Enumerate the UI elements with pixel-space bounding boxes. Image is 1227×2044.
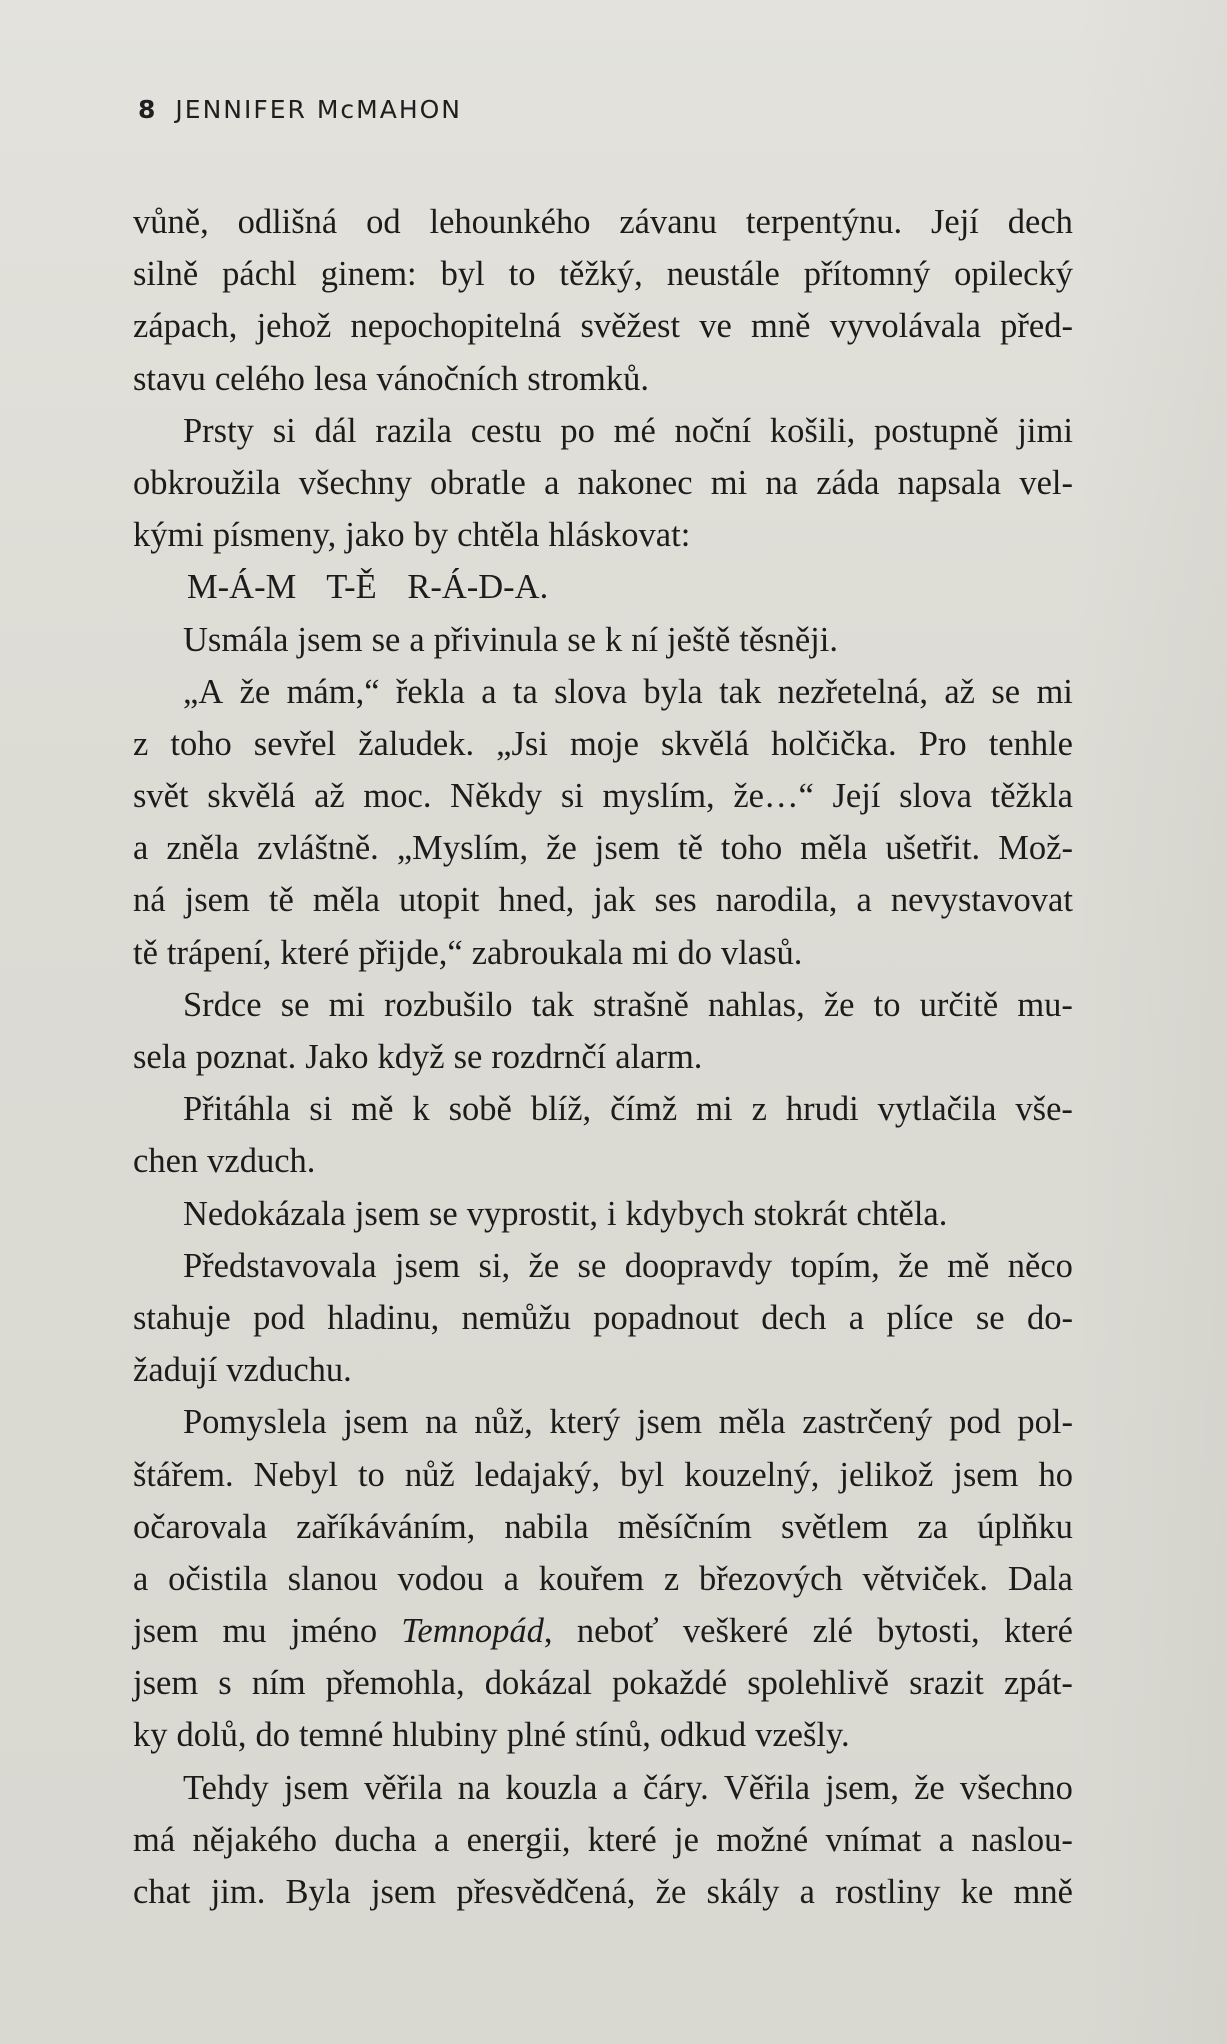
text-line: „A že mám,“ řekla a ta slova byla tak nezřetelná, až se mi [183, 672, 1073, 711]
text-line: ky dolů, do temné hlubiny plné stínů, odkud vzešly. [133, 1716, 850, 1755]
text-line: silně páchl ginem: byl to těžký, neustále přítomný opilecký [133, 255, 1073, 294]
text-line: Usmála jsem se a přivinula se k ní ještě těsněji. [183, 620, 838, 659]
text-line: Tehdy jsem věřila na kouzla a čáry. Věřila jsem, že všechno [183, 1768, 1073, 1807]
text-line: zápach, jehož nepochopitelná svěžest ve mně vyvolávala před- [133, 307, 1073, 346]
text-line: stahuje pod hladinu, nemůžu popadnout dech a plíce se do- [133, 1298, 1073, 1337]
text-line: Představovala jsem si, že se doopravdy topím, že mě něco [183, 1246, 1073, 1285]
paragraph [133, 979, 1073, 1083]
paragraph [133, 1083, 1073, 1187]
text-line: Přitáhla si mě k sobě blíž, čímž mi z hrudi vytlačila vše- [183, 1090, 1073, 1129]
text-line: žadují vzduchu. [133, 1351, 352, 1390]
text-line: sela poznat. Jako když se rozdrnčí alarm. [133, 1038, 703, 1076]
running-head-author: JENNIFER McMAHON [175, 95, 463, 124]
page-number: 8 [138, 95, 158, 124]
text-line: očarovala zaříkáváním, nabila měsíčním světlem za úplňku [133, 1507, 1073, 1546]
text-line: tě trápení, které přijde,“ zabroukala mi do vlasů. [133, 933, 803, 972]
text-line: kými písmeny, jako by chtěla hláskovat: [133, 516, 691, 555]
text-line: Srdce se mi rozbušilo tak strašně nahlas, že to určitě mu- [183, 985, 1073, 1024]
text-line: ná jsem tě měla utopit hned, jak ses narodila, a nevystavovat [133, 881, 1073, 920]
paragraph [133, 405, 1073, 562]
running-head [138, 95, 462, 124]
paragraph [133, 196, 1073, 405]
paragraph [133, 666, 1073, 979]
paragraph [133, 561, 1073, 613]
paragraph [133, 1240, 1073, 1397]
text-line: stavu celého lesa vánočních stromků. [133, 359, 649, 398]
text-line: z toho sevřel žaludek. „Jsi moje skvělá holčička. Pro tenhle [133, 724, 1073, 763]
text-line: obkroužila všechny obratle a nakonec mi na záda napsala vel- [133, 463, 1073, 502]
text-line: Pomyslela jsem na nůž, který jsem měla zastrčený pod pol- [183, 1403, 1073, 1442]
text-line: vůně, odlišná od lehounkého závanu terpentýnu. Její dech [133, 203, 1073, 241]
text-line: má nějakého ducha a energii, které je možné vnímat a naslou- [133, 1820, 1073, 1859]
text-line: jsem s ním přemohla, dokázal pokaždé spolehlivě srazit zpát- [133, 1664, 1073, 1703]
paragraph [133, 614, 1073, 666]
text-line: Nedokázala jsem se vyprostit, i kdybych stokrát chtěla. [183, 1194, 948, 1233]
body-text [133, 196, 1073, 1918]
text-line: chen vzduch. [133, 1142, 316, 1181]
text-line: M-Á-M T-Ě R-Á-D-A. [187, 568, 549, 607]
paragraph [133, 1396, 1073, 1761]
text-line: a očistila slanou vodou a kouřem z březových větviček. Dala [133, 1559, 1073, 1598]
paragraph [133, 1188, 1073, 1240]
text-line: a zněla zvláštně. „Myslím, že jsem tě toho měla ušetřit. Mož- [133, 829, 1073, 868]
text-line: Prsty si dál razila cestu po mé noční košili, postupně jimi [183, 411, 1073, 450]
paragraph [133, 1762, 1073, 1919]
text-line: svět skvělá až moc. Někdy si myslím, že…“ Její slova těžkla [133, 777, 1073, 816]
text-line: štářem. Nebyl to nůž ledajaký, byl kouzelný, jelikož jsem ho [133, 1455, 1073, 1494]
text-line: chat jim. Byla jsem přesvědčená, že skály a rostliny ke mně [133, 1873, 1073, 1911]
text-line: jsem mu jméno Temnopád, neboť veškeré zlé bytosti, které [133, 1612, 1073, 1651]
